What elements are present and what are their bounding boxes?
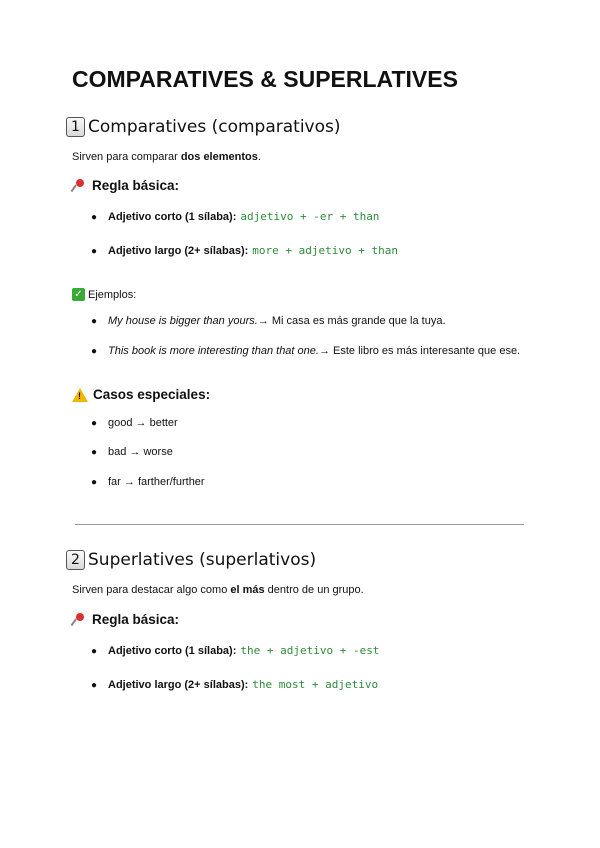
check-mark-icon: ✓ — [72, 288, 85, 301]
bullet-icon: ● — [91, 477, 98, 488]
number-one-icon: 1 — [66, 117, 85, 137]
number-two-icon: 2 — [66, 550, 85, 570]
rule-heading: Regla básica: — [72, 612, 179, 627]
section-title: Comparatives (comparativos) — [88, 117, 341, 137]
section-intro: Sirven para destacar algo como el más dentro de un grupo. — [72, 584, 364, 596]
section-divider — [75, 524, 524, 525]
bullet-icon: ● — [91, 316, 98, 327]
special-cases-heading: ! Casos especiales: — [72, 387, 210, 402]
bullet-icon: ● — [91, 346, 98, 357]
page-title: COMPARATIVES & SUPERLATIVES — [72, 66, 458, 92]
bullet-icon: ● — [91, 246, 98, 257]
list-item: ● My house is bigger than yours. → Mi casa es más grande que la tuya. — [91, 315, 446, 327]
section-heading-superlatives — [66, 550, 316, 570]
section-title: Superlatives (superlativos) — [88, 550, 317, 570]
bullet-icon: ● — [91, 646, 98, 657]
bullet-icon: ● — [91, 212, 98, 223]
list-item: ● good → better — [91, 417, 178, 429]
bullet-icon: ● — [91, 680, 98, 691]
list-item: ● This book is more interesting than that one. → Este libro es más interesante que ese. — [91, 345, 521, 357]
list-item: ● Adjetivo largo (2+ sílabas): the most + adjetivo — [91, 678, 379, 691]
section-heading-comparatives — [66, 117, 341, 137]
list-item: ● Adjetivo largo (2+ sílabas): more + adjetivo + than — [91, 244, 398, 257]
warning-icon: ! — [72, 388, 88, 402]
bullet-icon: ● — [91, 418, 98, 429]
pushpin-icon — [72, 179, 86, 193]
pushpin-icon — [72, 613, 86, 627]
section-intro: Sirven para comparar dos elementos. — [72, 151, 261, 163]
examples-heading: ✓ Ejemplos: — [72, 288, 136, 301]
list-item: ● far → farther/further — [91, 476, 205, 488]
list-item: ● bad → worse — [91, 446, 173, 458]
rule-heading: Regla básica: — [72, 178, 179, 193]
list-item: ● Adjetivo corto (1 sílaba): the + adjetivo + -est — [91, 644, 380, 657]
list-item: ● Adjetivo corto (1 sílaba): adjetivo + -er + than — [91, 210, 380, 223]
bullet-icon: ● — [91, 447, 98, 458]
